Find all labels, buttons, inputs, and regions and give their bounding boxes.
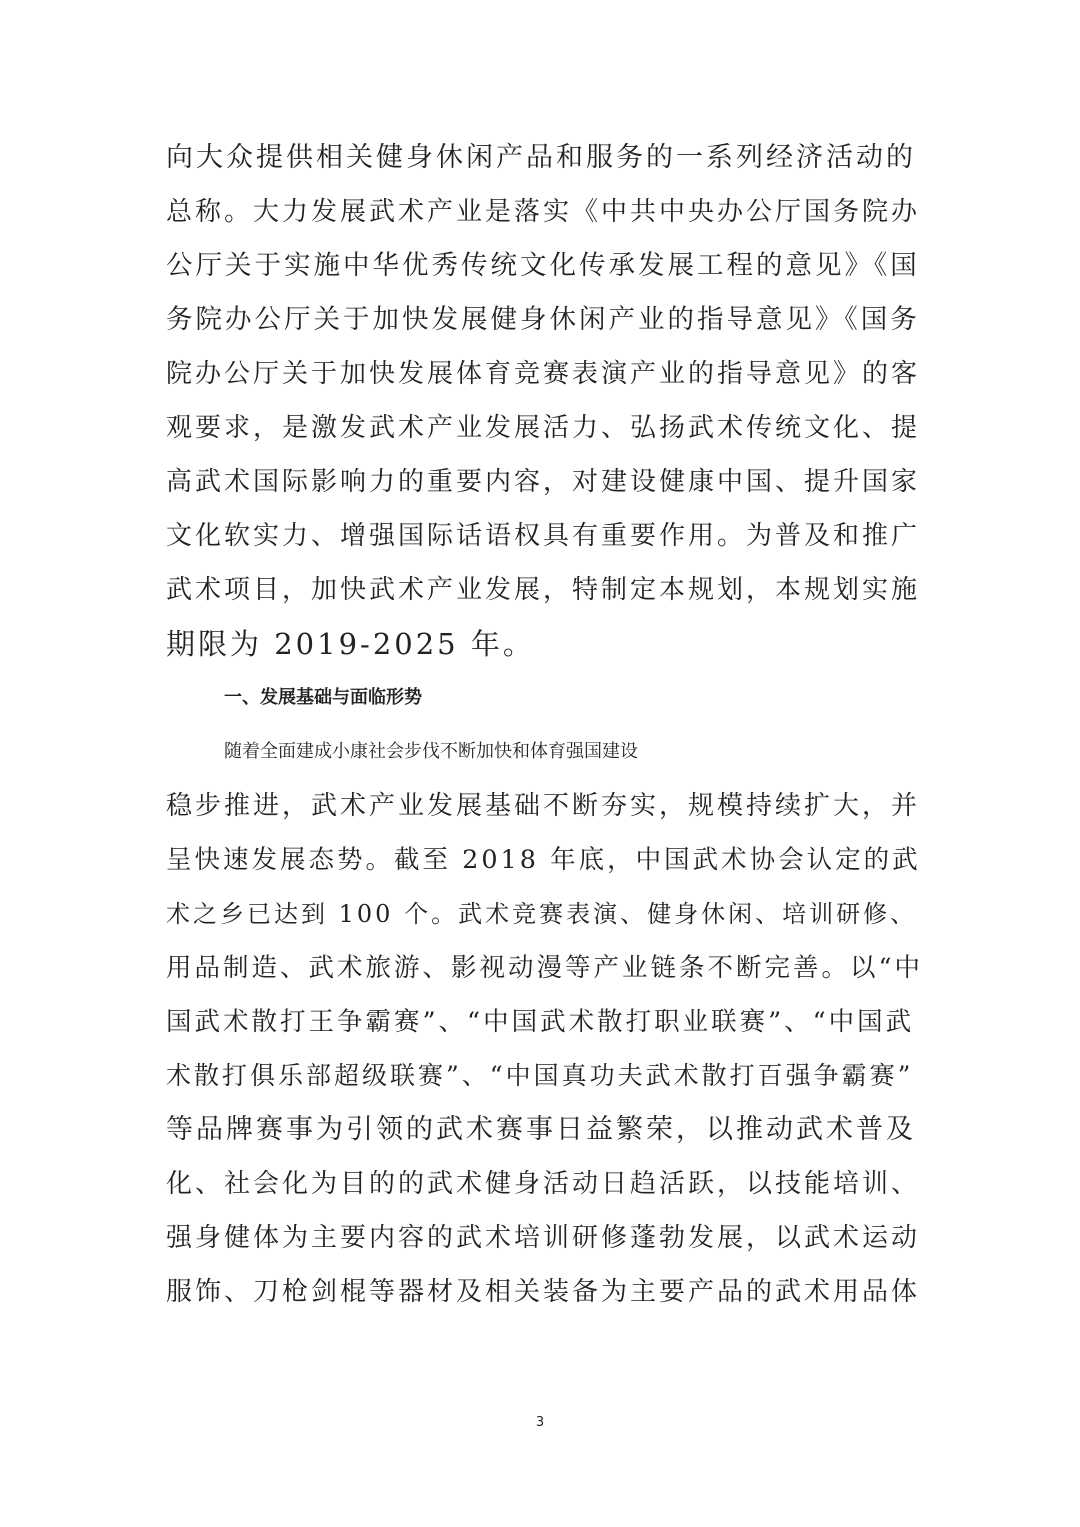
section-heading: 一、发展基础与面临形势 [224, 687, 422, 708]
body-text-line: 期限为 2019-2025 年。 [166, 627, 535, 661]
body-text-line: 稳步推进，武术产业发展基础不断夯实，规模持续扩大，并 [166, 791, 921, 821]
body-text-line: 用品制造、武术旅游、影视动漫等产业链条不断完善。以“中 [166, 953, 924, 983]
body-text-line: 院办公厅关于加快发展体育竞赛表演产业的指导意见》的客 [166, 359, 921, 389]
body-text-line: 国武术散打王争霸赛”、“中国武术散打职业联赛”、“中国武 [166, 1007, 915, 1037]
body-text-line: 呈快速发展态势。截至 2018 年底，中国武术协会认定的武 [166, 845, 921, 875]
page-number: 3 [535, 1415, 545, 1430]
body-text-line: 高武术国际影响力的重要内容，对建设健康中国、提升国家 [166, 467, 921, 497]
body-text-line: 术之乡已达到 100 个。武术竞赛表演、健身休闲、培训研修、 [166, 900, 918, 928]
body-text-line: 总称。大力发展武术产业是落实《中共中央办公厅国务院办 [166, 197, 921, 227]
body-text-line: 观要求，是激发武术产业发展活力、弘扬武术传统文化、提 [166, 413, 921, 443]
body-text-line: 务院办公厅关于加快发展健身休闲产业的指导意见》《国务 [166, 304, 920, 335]
body-text-line: 文化软实力、增强国际话语权具有重要作用。为普及和推广 [166, 521, 921, 551]
body-text-line: 术散打俱乐部超级联赛”、“中国真功夫武术散打百强争霸赛” [166, 1061, 914, 1090]
body-text-line: 等品牌赛事为引领的武术赛事日益繁荣，以推动武术普及 [166, 1114, 916, 1145]
body-text-line: 公厅关于实施中华优秀传统文化传承发展工程的意见》《国 [166, 250, 920, 281]
body-text-line: 化、社会化为目的的武术健身活动日趋活跃，以技能培训、 [166, 1169, 921, 1199]
body-text-line: 随着全面建成小康社会步伐不断加快和体育强国建设 [224, 741, 638, 762]
body-text-line: 服饰、刀枪剑棍等器材及相关装备为主要产品的武术用品体 [166, 1277, 921, 1307]
body-text-line: 武术项目，加快武术产业发展，特制定本规划，本规划实施 [166, 575, 921, 605]
body-text-line: 强身健体为主要内容的武术培训研修蓬勃发展，以武术运动 [166, 1223, 921, 1253]
body-text-line: 向大众提供相关健身休闲产品和服务的一系列经济活动的 [166, 142, 916, 173]
